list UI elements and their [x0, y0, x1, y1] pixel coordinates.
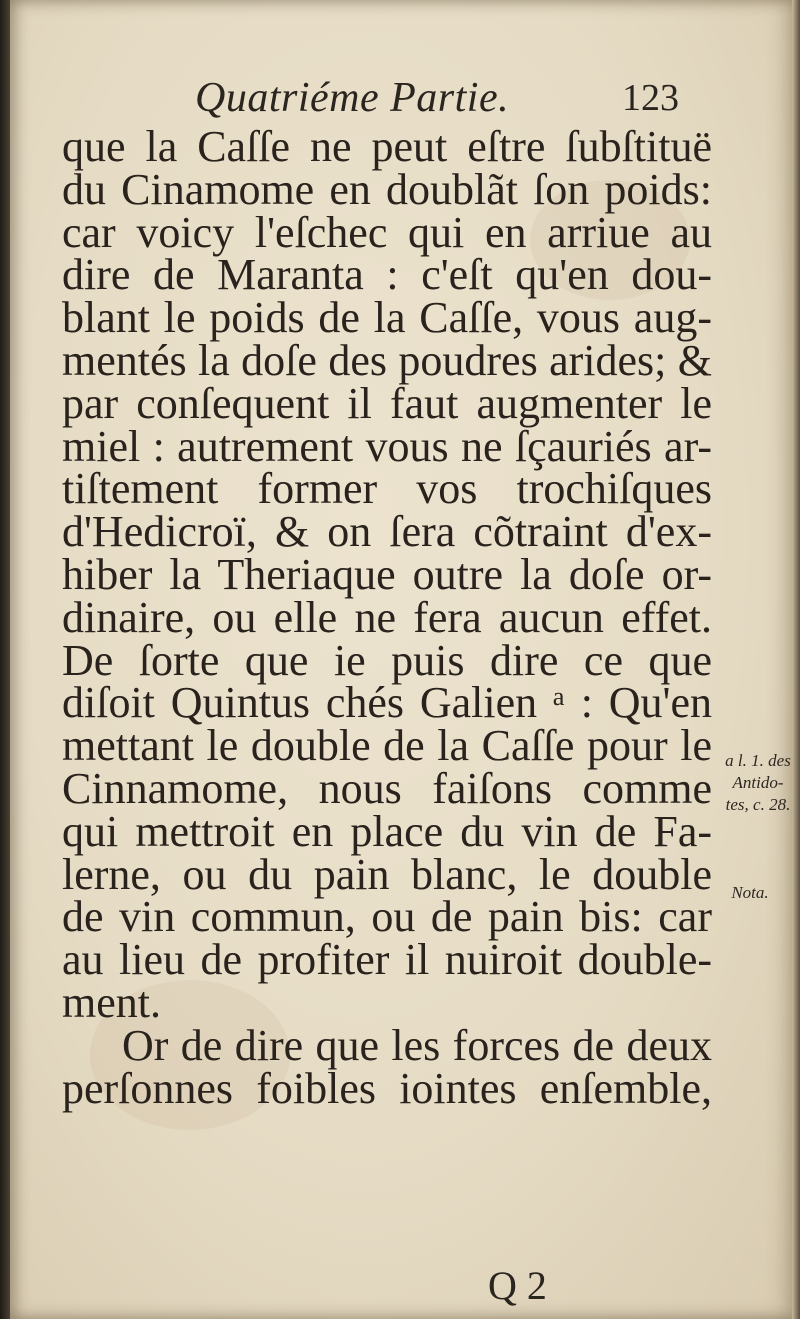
text-line: car voicy l'eſchec qui en arriue au [62, 207, 712, 257]
text-line: perſonnes foibles iointes enſemble, [62, 1063, 712, 1113]
text-line: Or de dire que les forces de deux [122, 1020, 712, 1070]
margin-note-line: tes, c. 28. [725, 795, 791, 814]
text-line: d'Hedicroï, & on ſera cõtraint d'ex- [62, 507, 712, 557]
text-line: mettant le double de la Caſſe pour le [62, 721, 712, 771]
text-line: diſoit Quintus chés Galien ᵃ : Qu'en [62, 678, 712, 728]
text-line: miel : autrement vous ne ſçauriés ar- [62, 421, 712, 471]
page-header [10, 70, 792, 126]
text-line: au lieu de profiter il nuiroit double- [62, 935, 712, 985]
text-line: ment. [62, 977, 161, 1027]
margin-note-line: Antido- [732, 773, 784, 792]
text-line: dire de Maranta : c'eſt qu'en dou- [62, 250, 712, 300]
book-page [10, 0, 792, 1319]
text-line: par conſequent il faut augmenter le [62, 378, 712, 428]
text-line: que la Caſſe ne peut eſtre ſubſtituë [62, 122, 712, 171]
margin-note-line: a l. 1. des [725, 751, 791, 770]
text-line: lerne, ou du pain blanc, le double [62, 849, 712, 899]
text-line: qui mettroit en place du vin de Fa- [62, 806, 712, 856]
text-line: Cinnamome, nous faiſons comme [62, 763, 712, 813]
book-binding [0, 0, 10, 1319]
signature-mark: Q 2 [488, 1263, 547, 1308]
margin-reference-note [713, 750, 800, 816]
text-line: blant le poids de la Caſſe, vous aug- [62, 293, 712, 343]
text-line: de vin commun, ou de pain bis: car [62, 892, 712, 942]
page-number: 123 [622, 77, 679, 119]
margin-nota-note: Nota. [731, 883, 769, 902]
text-line: De ſorte que ie puis dire ce que [62, 635, 712, 685]
text-line: hiber la Theriaque outre la doſe or- [62, 549, 712, 599]
text-line: du Cinamome en doublãt ſon poids: [62, 164, 712, 214]
text-line: mentés la doſe des poudres arides; & [62, 335, 712, 385]
page-edge [792, 0, 800, 1319]
body-text [62, 122, 712, 1113]
running-title: Quatriéme Partie. [195, 75, 510, 121]
text-line: tiſtement former vos trochiſques [62, 464, 712, 514]
text-line: dinaire, ou elle ne fera aucun effet. [62, 592, 712, 642]
